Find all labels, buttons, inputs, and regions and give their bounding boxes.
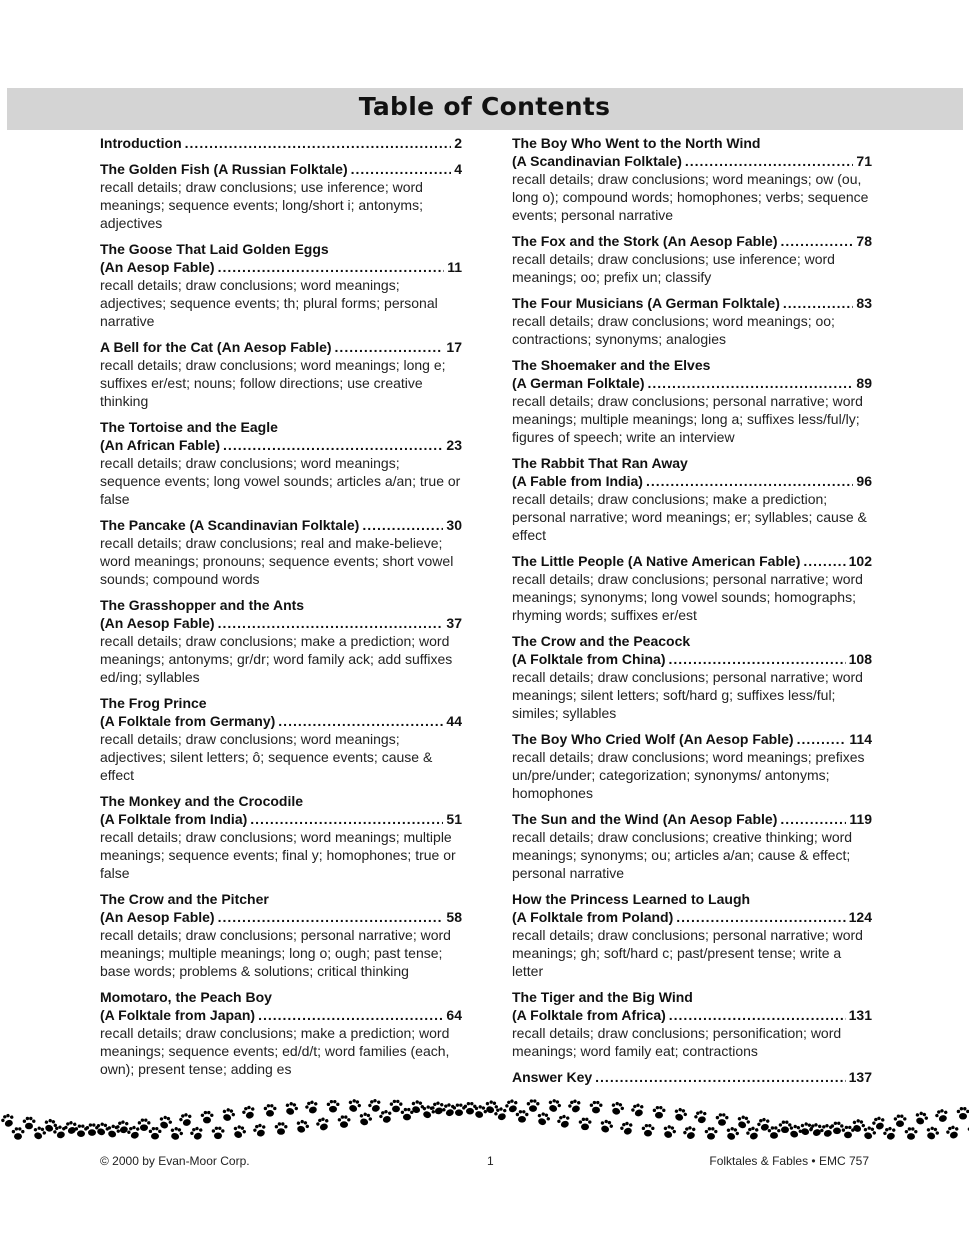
dot-leader — [669, 1006, 846, 1024]
toc-page-number: 83 — [856, 295, 872, 311]
paw-print-icon — [945, 1124, 961, 1140]
toc-entry — [512, 810, 872, 882]
toc-entry-title: How the Princess Learned to Laugh — [512, 891, 751, 907]
toc-entry-title: (An Aesop Fable) — [100, 615, 215, 631]
toc-entry-title: The Frog Prince — [100, 695, 207, 711]
toc-entry — [512, 632, 872, 722]
toc-entry-skills: recall details; draw conclusions; word meanings; prefixes un/pre/under; categorization; synonyms/ antonyms; homophones — [512, 749, 865, 801]
paw-print-icon — [189, 1125, 205, 1141]
dot-leader — [250, 810, 443, 828]
paw-print-icon — [735, 1114, 751, 1130]
paw-print-icon — [693, 1109, 709, 1125]
toc-entry-title: The Shoemaker and the Elves — [512, 357, 711, 373]
toc-page-number: 108 — [848, 651, 872, 667]
dot-leader — [223, 436, 443, 454]
paw-print-icon — [315, 1116, 331, 1132]
toc-entry — [512, 454, 872, 544]
paw-print-icon — [779, 1121, 792, 1134]
paw-print-icon — [378, 1108, 394, 1124]
toc-entry — [100, 516, 462, 588]
paw-print-icon — [661, 1124, 677, 1140]
paw-print-icon — [905, 1127, 918, 1140]
toc-entry-title: The Four Musicians (A German Folktale) — [512, 295, 780, 311]
toc-entry-title: The Pancake (A Scandinavian Folktale) — [100, 517, 360, 533]
toc-page-number: 119 — [849, 811, 872, 827]
paw-print-icon — [464, 1102, 477, 1115]
footer-book-code: Folktales & Fables • EMC 757 — [709, 1154, 869, 1168]
dot-leader — [676, 908, 845, 926]
dot-leader — [351, 160, 452, 178]
paw-print-icon — [31, 1125, 47, 1141]
toc-entry — [512, 730, 872, 802]
toc-page-number: 96 — [856, 473, 872, 489]
paw-print-icon — [745, 1125, 761, 1141]
paw-print-icon — [672, 1106, 688, 1122]
toc-entry-title: The Crow and the Pitcher — [100, 891, 269, 907]
toc-page-number: 137 — [848, 1069, 872, 1085]
toc-entry — [512, 988, 872, 1060]
toc-entry-skills: recall details; draw conclusions; word meanings; long e; suffixes er/est; nouns; follow directions; use creative thinking — [100, 357, 446, 409]
toc-entry-skills: recall details; draw conclusions; personal narrative; word meanings; silent letters; soft/hard g; suffixes less/ful; similes; syllables — [512, 669, 863, 721]
toc-page-number: 124 — [848, 909, 872, 925]
dot-leader — [669, 650, 846, 668]
dot-leader — [803, 552, 845, 570]
toc-entry-skills: recall details; draw conclusions; word meanings; adjectives; sequence events; th; plural forms; personal narrative — [100, 277, 438, 329]
paw-print-icon — [304, 1099, 320, 1115]
toc-entry — [100, 418, 462, 508]
paw-print-icon — [590, 1101, 603, 1114]
toc-page-number: 78 — [856, 233, 872, 249]
paw-print-icon — [556, 1113, 572, 1129]
paw-print-icon — [924, 1125, 940, 1141]
toc-entry — [100, 134, 462, 152]
toc-entry-title: (A Fable from India) — [512, 473, 643, 489]
dot-leader — [783, 294, 854, 312]
toc-page-number: 37 — [446, 615, 462, 631]
toc-entry — [100, 596, 462, 686]
toc-entry-title: A Bell for the Cat (An Aesop Fable) — [100, 339, 332, 355]
paw-print-icon — [504, 1098, 520, 1114]
paw-print-icon — [861, 1125, 877, 1141]
toc-entry-title: (An African Fable) — [100, 437, 221, 453]
toc-entry-skills: recall details; draw conclusions; personification; word meanings; word family eat; contractions — [512, 1025, 842, 1059]
dot-leader — [258, 1006, 443, 1024]
toc-page-number: 89 — [856, 375, 872, 391]
toc-entry-title: The Golden Fish (A Russian Folktale) — [100, 161, 348, 177]
toc-entry-skills: recall details; draw conclusions; word meanings; ow (ou, long o); compound words; homophones; verbs; sequence events; personal narrative — [512, 171, 869, 223]
paw-print-icon — [913, 1110, 929, 1126]
toc-entry-title: (An Aesop Fable) — [100, 909, 215, 925]
paw-print-icon — [149, 1127, 162, 1140]
paw-print-icon — [252, 1122, 268, 1138]
toc-entry-skills: recall details; draw conclusions; personal narrative; word meanings; multiple meanings; long o; ough; past tense; base words; problems & solutions; critical thinking — [100, 927, 451, 979]
toc-entry — [512, 356, 872, 446]
paw-print-icon — [283, 1101, 299, 1117]
dot-leader — [185, 134, 452, 152]
toc-page-number: 51 — [446, 811, 462, 827]
paw-print-icon — [178, 1112, 194, 1128]
toc-entry-skills: recall details; draw conclusions; word meanings; sequence events; long vowel sounds; articles a/an; true or false — [100, 455, 461, 507]
toc-entry-skills: recall details; draw conclusions; personal narrative; word meanings; multiple meanings; long a; suffixes less/ful/ly; figures of speech; write an interview — [512, 393, 863, 445]
paw-print-icon — [642, 1124, 655, 1137]
paw-print-icon — [220, 1107, 236, 1123]
toc-entry-title: The Boy Who Went to the North Wind — [512, 135, 761, 151]
toc-entry-skills: recall details; draw conclusions; make a prediction; personal narrative; word meanings; er; syllables; cause & effect — [512, 491, 867, 543]
paw-print-icon — [609, 1100, 625, 1116]
dot-leader — [646, 472, 853, 490]
toc-entry-skills: recall details; draw conclusions; personal narrative; word meanings; synonyms; long vowel sounds; homographs; rhyming words; suffixes er/est — [512, 571, 863, 623]
toc-entry — [512, 552, 872, 624]
paw-print-icon — [264, 1104, 277, 1117]
toc-entry — [100, 694, 462, 784]
paw-print-icon — [212, 1127, 225, 1140]
dot-leader — [595, 1068, 845, 1086]
dot-leader — [648, 374, 854, 392]
paw-print-icon — [453, 1103, 466, 1116]
toc-entry — [512, 294, 872, 348]
toc-entry-title: (A Folktale from Africa) — [512, 1007, 666, 1023]
paw-print-icon — [705, 1127, 718, 1140]
dot-leader — [335, 338, 444, 356]
toc-right-column — [512, 134, 872, 1094]
paw-print-icon — [516, 1110, 529, 1123]
dot-leader — [781, 232, 854, 250]
paw-print-icon — [882, 1125, 898, 1141]
toc-entry-title: (A Folktale from Japan) — [100, 1007, 256, 1023]
paw-print-border — [0, 1088, 969, 1152]
footer-page-number: 1 — [487, 1154, 494, 1168]
toc-page-number: 131 — [848, 1007, 872, 1023]
toc-page-number: 44 — [446, 713, 462, 729]
paw-print-icon — [327, 1100, 340, 1113]
page-title: Table of Contents — [358, 92, 611, 121]
toc-page-number: 11 — [447, 259, 462, 275]
dot-leader — [218, 908, 444, 926]
toc-entry-skills: recall details; draw conclusions; make a prediction; word meanings; antonyms; gr/dr; word family ack; add suffixes ed/ing; syllables — [100, 633, 453, 685]
toc-page-number: 30 — [446, 517, 462, 533]
toc-entry — [100, 988, 462, 1078]
toc-entry-title: Answer Key — [512, 1069, 593, 1085]
toc-entry — [512, 1068, 872, 1086]
paw-print-icon — [598, 1118, 614, 1134]
paw-print-icon — [157, 1114, 173, 1130]
toc-page-number: 102 — [848, 553, 872, 569]
toc-entry-title: (A German Folktale) — [512, 375, 645, 391]
paw-print-icon — [493, 1106, 509, 1122]
toc-entry-skills: recall details; draw conclusions; use inference; word meanings; sequence events; long/short i; antonyms; adjectives — [100, 179, 423, 231]
paw-print-icon — [894, 1114, 907, 1127]
toc-entry-skills: recall details; draw conclusions; personal narrative; word meanings; gh; soft/hard c; past/present tense; write a letter — [512, 927, 863, 979]
paw-print-icon — [527, 1099, 540, 1112]
paw-print-icon — [546, 1098, 562, 1114]
paw-print-icon — [831, 1122, 844, 1135]
dot-leader — [218, 258, 445, 276]
paw-print-icon — [579, 1118, 592, 1131]
paw-print-icon — [357, 1111, 373, 1127]
toc-entry-title: Momotaro, the Peach Boy — [100, 989, 272, 1005]
toc-entry-skills: recall details; draw conclusions; word meanings; multiple meanings; sequence events; final y; homophones; true or false — [100, 829, 456, 881]
toc-entry-title: The Tiger and the Big Wind — [512, 989, 693, 1005]
paw-print-icon — [630, 1102, 646, 1118]
paw-print-icon — [653, 1106, 666, 1119]
paw-print-icon — [275, 1122, 288, 1135]
toc-page-number: 114 — [849, 731, 872, 747]
paw-print-icon — [338, 1115, 351, 1128]
paw-print-icon — [535, 1111, 551, 1127]
toc-entry-title: (An Aesop Fable) — [100, 259, 215, 275]
toc-entry-skills: recall details; draw conclusions; make a prediction; word meanings; sequence events; ed/d/t; word families (each, own); present tense; adding es — [100, 1025, 450, 1077]
toc-entry-title: Introduction — [100, 135, 182, 151]
toc-entry-skills: recall details; draw conclusions; creative thinking; word meanings; synonyms; ou; articles a/an; cause & effect; personal narrative — [512, 829, 853, 881]
toc-entry-title: The Fox and the Stork (An Aesop Fable) — [512, 233, 778, 249]
dot-leader — [362, 516, 443, 534]
toc-page-number: 58 — [446, 909, 462, 925]
paw-print-icon — [957, 1107, 969, 1120]
toc-entry-title: The Rabbit That Ran Away — [512, 455, 688, 471]
toc-entry-title: (A Scandinavian Folktale) — [512, 153, 682, 169]
paw-print-icon — [390, 1100, 403, 1113]
paw-print-icon — [201, 1111, 214, 1124]
toc-entry-title: The Goose That Laid Golden Eggs — [100, 241, 329, 257]
paw-print-icon — [86, 1123, 99, 1136]
paw-print-icon — [23, 1117, 36, 1130]
toc-entry — [100, 890, 462, 980]
toc-entry-skills: recall details; draw conclusions; word meanings; adjectives; silent letters; ô; sequence events; cause & effect — [100, 731, 433, 783]
toc-entry — [100, 792, 462, 882]
toc-page-number: 64 — [446, 1007, 462, 1023]
dot-leader — [797, 730, 847, 748]
toc-entry-title: The Tortoise and the Eagle — [100, 419, 278, 435]
paw-print-icon — [716, 1113, 729, 1126]
paw-print-icon — [567, 1098, 583, 1114]
dot-leader — [780, 810, 846, 828]
toc-entry-title: (A Folktale from Poland) — [512, 909, 674, 925]
paw-print-icon — [367, 1098, 383, 1114]
toc-entry — [100, 240, 462, 330]
toc-entry-title: (A Folktale from China) — [512, 651, 666, 667]
paw-print-icon — [401, 1108, 414, 1121]
dot-leader — [685, 152, 854, 170]
toc-entry-title: The Crow and the Peacock — [512, 633, 691, 649]
paw-print-icon — [346, 1098, 362, 1114]
paw-print-icon — [75, 1124, 88, 1137]
paw-print-icon — [0, 1112, 16, 1128]
paw-print-icon — [619, 1120, 635, 1136]
toc-entry-title: The Grasshopper and the Ants — [100, 597, 305, 613]
toc-page-number: 2 — [454, 135, 462, 151]
paw-print-icon — [294, 1118, 310, 1134]
toc-entry-title: (A Folktale from India) — [100, 811, 248, 827]
toc-entry-title: (A Folktale from Germany) — [100, 713, 276, 729]
footer-copyright: © 2000 by Evan-Moor Corp. — [100, 1154, 250, 1168]
toc-entry — [100, 160, 462, 232]
paw-print-icon — [241, 1104, 257, 1120]
dot-leader — [278, 712, 443, 730]
toc-page-number: 17 — [446, 339, 462, 355]
toc-page-number: 71 — [856, 153, 872, 169]
toc-left-column — [100, 134, 462, 1086]
paw-print-icon — [934, 1108, 950, 1124]
toc-entry-title: The Little People (A Native American Fable) — [512, 553, 801, 569]
toc-entry-skills: recall details; draw conclusions; use inference; word meanings; oo; prefix un; classify — [512, 251, 835, 285]
toc-entry-title: The Boy Who Cried Wolf (An Aesop Fable) — [512, 731, 794, 747]
paw-print-icon — [768, 1126, 781, 1139]
toc-entry — [512, 134, 872, 224]
paw-print-icon — [842, 1126, 855, 1139]
dot-leader — [218, 614, 444, 632]
paw-print-icon — [168, 1126, 184, 1142]
toc-entry — [512, 890, 872, 980]
toc-page-number: 4 — [454, 161, 462, 177]
toc-entry-skills: recall details; draw conclusions; real and make-believe; word meanings; pronouns; sequence events; short vowel sounds; compound words — [100, 535, 454, 587]
toc-entry — [512, 232, 872, 286]
paw-print-icon — [126, 1124, 142, 1140]
toc-page-number: 23 — [446, 437, 462, 453]
paw-print-icon — [12, 1127, 25, 1140]
toc-entry-title: The Sun and the Wind (An Aesop Fable) — [512, 811, 778, 827]
toc-entry-title: The Monkey and the Crocodile — [100, 793, 304, 809]
paw-print-icon — [231, 1124, 247, 1140]
toc-entry-skills: recall details; draw conclusions; word meanings; oo; contractions; synonyms; analogies — [512, 313, 835, 347]
paw-print-icon — [138, 1118, 151, 1131]
paw-print-icon — [724, 1126, 740, 1142]
toc-entry — [100, 338, 462, 410]
paw-print-icon — [682, 1125, 698, 1141]
